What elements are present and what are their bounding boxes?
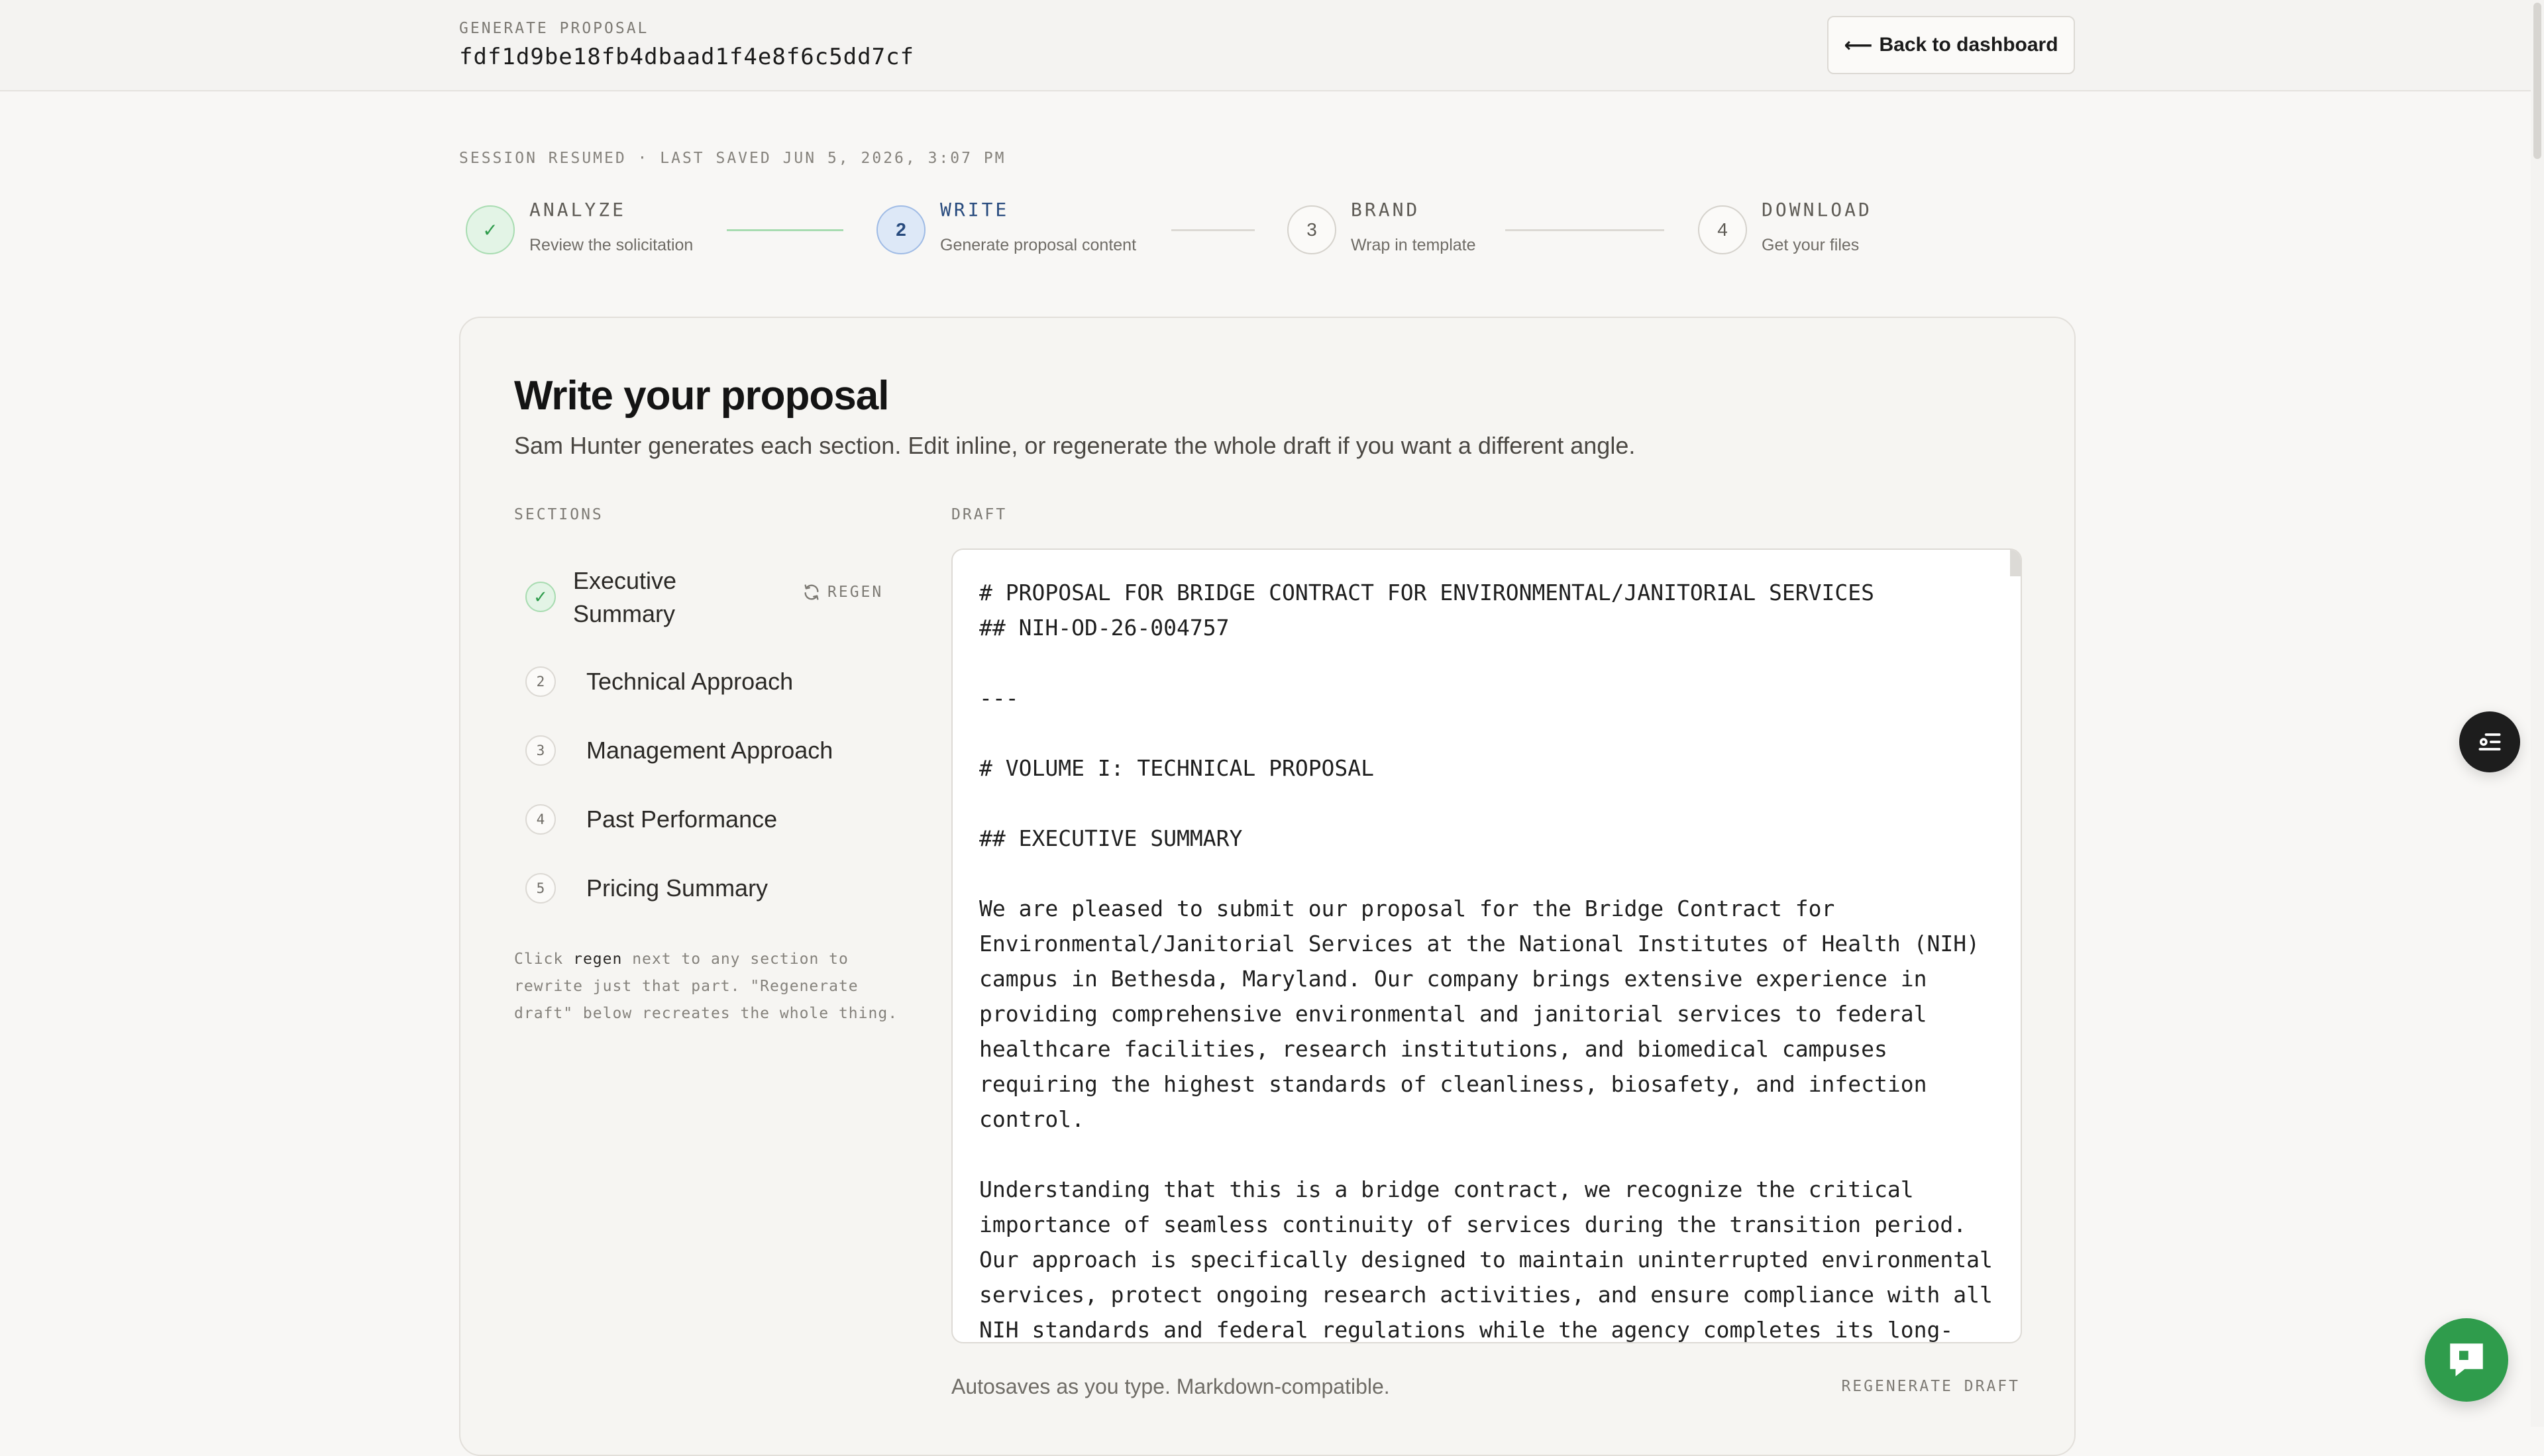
section-technical-approach[interactable] bbox=[525, 666, 793, 698]
draft-label: DRAFT bbox=[951, 506, 1008, 523]
step-number: 4 bbox=[1698, 205, 1747, 254]
section-executive-summary[interactable] bbox=[525, 564, 706, 631]
draft-editor[interactable] bbox=[951, 548, 2022, 1343]
step-subtitle: Generate proposal content bbox=[940, 236, 1137, 254]
step-subtitle: Get your files bbox=[1762, 236, 1860, 254]
section-number: 4 bbox=[525, 804, 556, 835]
refresh-icon bbox=[802, 583, 821, 601]
section-pricing-summary[interactable] bbox=[525, 873, 768, 905]
section-name: Executive Summary bbox=[573, 567, 677, 627]
step-subtitle: Review the solicitation bbox=[529, 236, 694, 254]
step-connector bbox=[727, 229, 843, 231]
check-icon: ✓ bbox=[525, 582, 556, 612]
autosave-note: Autosaves as you type. Markdown-compatible. bbox=[951, 1375, 1390, 1398]
section-name: Management Approach bbox=[586, 737, 833, 764]
step-connector bbox=[1171, 229, 1255, 231]
back-button-label: Back to dashboard bbox=[1879, 34, 2058, 56]
arrow-left-icon: ⟵ bbox=[1844, 34, 1873, 56]
back-to-dashboard-button[interactable] bbox=[1827, 16, 2075, 74]
regen-section-button[interactable] bbox=[802, 583, 883, 601]
step-number: 2 bbox=[876, 205, 926, 254]
hint-regen-keyword: regen bbox=[573, 951, 623, 968]
step-label: ANALYZE bbox=[529, 199, 627, 221]
session-status: SESSION RESUMED · LAST SAVED JUN 5, 2026, 3:07 PM bbox=[459, 150, 1006, 167]
section-name: Technical Approach bbox=[586, 668, 794, 695]
draft-text[interactable]: # PROPOSAL FOR BRIDGE CONTRACT FOR ENVIRONMENTAL/JANITORIAL SERVICES ## NIH-OD-26-004757 --- # VOLUME I: TECHNICAL PROPOSAL ## EXECUTIVE SUMMARY We are pleased to submit our proposal for the Bridge Contract for Environmental/Janitorial Services at the National Institutes of Health (NIH) campus in Bethesda, Maryland. Our company brings extensive experience in providing comprehensive environmental and janitorial services to federal healthcare facilities, research institutions, and biomedical campuses requiring the highest standards of cleanliness, biosafety, and infection control. Understanding that this is a bridge contract, we recognize the critical importance of seamless continuity of services during the transition period. Our approach is specifically designed to maintain uninterrupted environmental services, protect ongoing research activities, and ensure compliance with all NIH standards and federal regulations while the agency completes its long- bbox=[979, 580, 1993, 1343]
card-intro: Sam Hunter generates each section. Edit inline, or regenerate the whole draft if you want a different angle. bbox=[514, 432, 1636, 459]
step-number: 3 bbox=[1287, 205, 1336, 254]
section-number: 2 bbox=[525, 666, 556, 697]
section-name: Past Performance bbox=[586, 806, 778, 833]
page-eyebrow: GENERATE PROPOSAL bbox=[459, 20, 649, 37]
section-number: 3 bbox=[525, 735, 556, 766]
step-label: WRITE bbox=[940, 199, 1010, 221]
top-bar bbox=[0, 0, 2544, 91]
chat-button[interactable] bbox=[2425, 1318, 2508, 1402]
sections-label: SECTIONS bbox=[514, 506, 604, 523]
regenerate-draft-button[interactable]: REGENERATE DRAFT bbox=[1841, 1378, 2020, 1395]
scrollbar-thumb[interactable] bbox=[2533, 3, 2541, 159]
section-number: 5 bbox=[525, 873, 556, 904]
proposal-card bbox=[459, 317, 2076, 1456]
step-subtitle: Wrap in template bbox=[1351, 236, 1476, 254]
card-title: Write your proposal bbox=[514, 373, 889, 419]
step-label: BRAND bbox=[1351, 199, 1420, 221]
filter-icon bbox=[2475, 727, 2504, 756]
session-id: fdf1d9be18fb4dbaad1f4e8f6c5dd7cf bbox=[459, 44, 915, 70]
hint-text: next to any section to rewrite just that part. "Regenerate draft" below recreates the whole thing. bbox=[514, 951, 898, 1022]
section-management-approach[interactable] bbox=[525, 735, 833, 767]
page-scrollbar[interactable] bbox=[2531, 0, 2544, 1427]
chat-icon bbox=[2445, 1338, 2488, 1382]
filter-toggle-button[interactable] bbox=[2459, 711, 2520, 772]
sections-hint bbox=[514, 946, 898, 1027]
step-connector bbox=[1505, 229, 1664, 231]
step-label: DOWNLOAD bbox=[1762, 199, 1872, 221]
hint-text: Click bbox=[514, 951, 574, 968]
regen-label: REGEN bbox=[827, 584, 884, 601]
section-name: Pricing Summary bbox=[586, 874, 768, 902]
check-icon: ✓ bbox=[466, 205, 515, 254]
draft-scrollbar-thumb[interactable] bbox=[2010, 550, 2021, 576]
section-past-performance[interactable] bbox=[525, 804, 777, 836]
